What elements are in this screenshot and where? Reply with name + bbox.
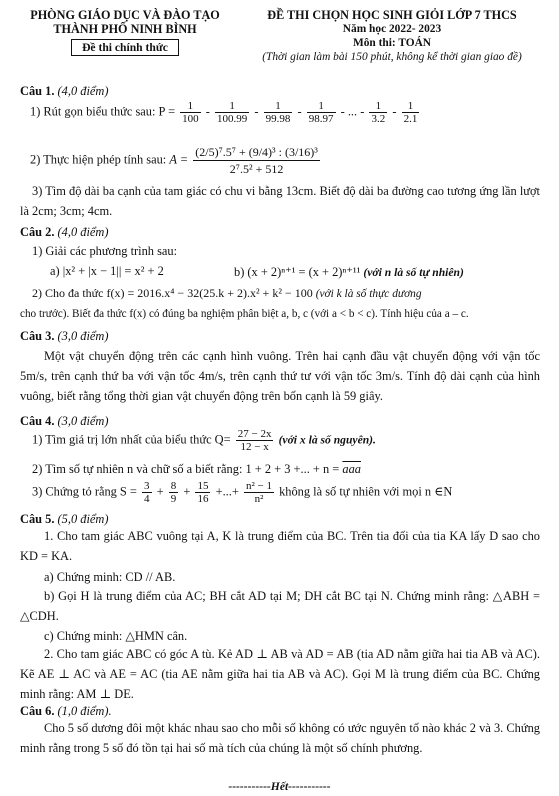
q5-p1a: a) Chứng minh: CD // AB. [44, 570, 176, 584]
q5-p1: 1. Cho tam giác ABC vuông tại A, K là trung điểm của BC. Trên tia đối của tia KA lấy D sao cho KD = KA. [20, 529, 540, 563]
fraction: $\frac{1}{3.2}$ [371, 100, 386, 125]
fraction-A: $\frac{\text{(2/5)⁷.5⁷ + (9/4)³ : (3/16)³}}{\text{2⁷.5² + 512}}$ [195, 145, 318, 176]
q2-p1a: a) |x² + |x − 1|| = x² + 2 [50, 264, 164, 278]
official-label: Đề thi chính thức [71, 39, 179, 56]
q4-p1: 1) Tìm giá trị lớn nhất của biểu thức Q= $\frac{27 - 2x}{12 - x}$ (với x là số nguyên). [32, 428, 376, 453]
q1-p1: 1) Rút gọn biểu thức sau: P = $\frac{1}{100}$ - $\frac{1}{100.99}$ - $\frac{1}{99.98}$ - $\frac{1}{98.97}$ - ... - $\frac{1}{3.2}$ - $\frac{1}{2.1}$ [30, 100, 418, 125]
q1-points: (4,0 điểm) [57, 84, 109, 98]
q1-p1-prefix: 1) Rút gọn biểu thức sau: P = [30, 104, 176, 119]
city-name: THÀNH PHỐ NINH BÌNH [53, 22, 197, 36]
fraction: $\frac{1}{100.99}$ [217, 100, 248, 125]
department-name: PHÒNG GIÁO DỤC VÀ ĐÀO TẠO [30, 8, 220, 22]
subject: Môn thi: TOÁN [352, 37, 432, 49]
q1-p3: 3) Tìm độ dài ba cạnh của tam giác có chu vi bằng 13cm. Biết độ dài ba đường cao tương ứng lần lượt là 2cm; 3cm; 4cm. [20, 184, 540, 218]
q2-p2-line2: cho trước). Biết đa thức f(x) có đúng ba nghiệm phân biệt a, b, c (với a < b < c). Tính hiệu của a – c. [20, 308, 469, 320]
q4-heading: Câu 4. (3,0 điểm) [20, 414, 109, 428]
q1-p2-prefix: 2) Thực hiện phép tính sau: [30, 152, 167, 167]
q2-p1b: b) (x + 2)ⁿ⁺¹ = (x + 2)ⁿ⁺¹¹ (với n là số tự nhiên) [234, 265, 464, 279]
fraction: $\frac{1}{100}$ [182, 100, 199, 125]
fraction: $\frac{\text{n² − 1}}{\text{n²}}$ [245, 480, 272, 505]
q1-heading [20, 84, 108, 99]
duration: (Thời gian làm bài 150 phút, không kể thời gian giao đề) [262, 51, 522, 63]
end-mark: -----------Hết----------- [228, 780, 331, 793]
header-left [20, 8, 230, 56]
q4-p2: 2) Tìm số tự nhiên n và chữ số a biết rằng: 1 + 2 + 3 +... + $n = \overline{aaa}$ [32, 462, 361, 476]
fraction: $\frac{15}{16}$ [197, 480, 209, 505]
school-year: Năm học 2022- 2023 [342, 23, 442, 35]
q5-p1c: c) Chứng minh: △HMN cân. [44, 629, 188, 643]
q1-title: Câu 1. [20, 84, 55, 98]
fraction: $\frac{27 - 2x}{12 - x}$ [237, 428, 272, 453]
exam-title: ĐỀ THI CHỌN HỌC SINH GIỎI LỚP 7 THCS [267, 8, 517, 22]
q6-heading: Câu 6. (1,0 điểm). [20, 704, 112, 718]
q5-p1b: b) Gọi H là trung điểm của AC; BH cắt AD tại M; DH cắt BC tại N. Chứng minh rằng: △ABH = △CDH. [20, 589, 540, 623]
fraction: $\frac{3}{4}$ [144, 480, 150, 505]
header-right [236, 8, 548, 64]
fraction: $\frac{1}{98.97}$ [308, 100, 334, 125]
q5-p2: 2. Cho tam giác ABC có góc A tù. Kẻ AD ⊥ AB và AD = AB (tia AD nằm giữa hai tia AB và AC). Kẽ AE ⊥ AC và AE = AC (tia AE nằm giữa hai tia AB và AC). Gọi M là trung điểm của BC. Chứng minh rằng: AM ⊥ DE. [20, 647, 540, 701]
q1-p2: 2) Thực hiện phép tính sau: A = $\frac{\text{(2/5)⁷.5⁷ + (9/4)³ : (3/16)³}}{\text{2⁷.5² + 512}}$ [30, 145, 318, 176]
q2-heading: Câu 2. (4,0 điểm) [20, 225, 109, 239]
q2-p2-line1: 2) Cho đa thức f(x) = 2016.x⁴ − 32(25.k + 2).x² + k² − 100 (với k là số thực dương [32, 286, 422, 300]
fraction: $\frac{1}{99.98}$ [265, 100, 291, 125]
fraction: $\frac{8}{9}$ [170, 480, 177, 505]
q3-heading: Câu 3. (3,0 điểm) [20, 329, 109, 343]
q4-p3: 3) Chứng tỏ rằng S = $\frac{3}{4}$ + $\frac{8}{9}$ + $\frac{15}{16}$ +...+ $\frac{\text{n² − 1}}{\text{n²}}$ không là số tự nhiên với mọi n ∈N [32, 480, 453, 505]
fraction: $\frac{1}{2.1}$ [403, 100, 418, 125]
q2-p1: 1) Giải các phương trình sau: [32, 244, 178, 258]
q5-heading: Câu 5. (5,0 điểm) [20, 512, 109, 526]
q6-text: Cho 5 số dương đôi một khác nhau sao cho mỗi số không có ước nguyên tố nào khác 2 và 3. Chứng minh rằng trong 5 số đó tồn tại hai số mà tích của chúng là một số chính phương. [20, 721, 540, 755]
q3-text: Một vật chuyển động trên các cạnh hình vuông. Trên hai cạnh đầu vật chuyển động với vận tốc 5m/s, trên cạnh thứ ba với vận tốc 4m/s, trên cạnh thứ tư với vận tốc 3m/s. Tính độ dài cạnh của hình vuông, biết rằng tổng thời gian vật chuyển động trên bốn cạnh là 59 giây. [20, 349, 540, 403]
